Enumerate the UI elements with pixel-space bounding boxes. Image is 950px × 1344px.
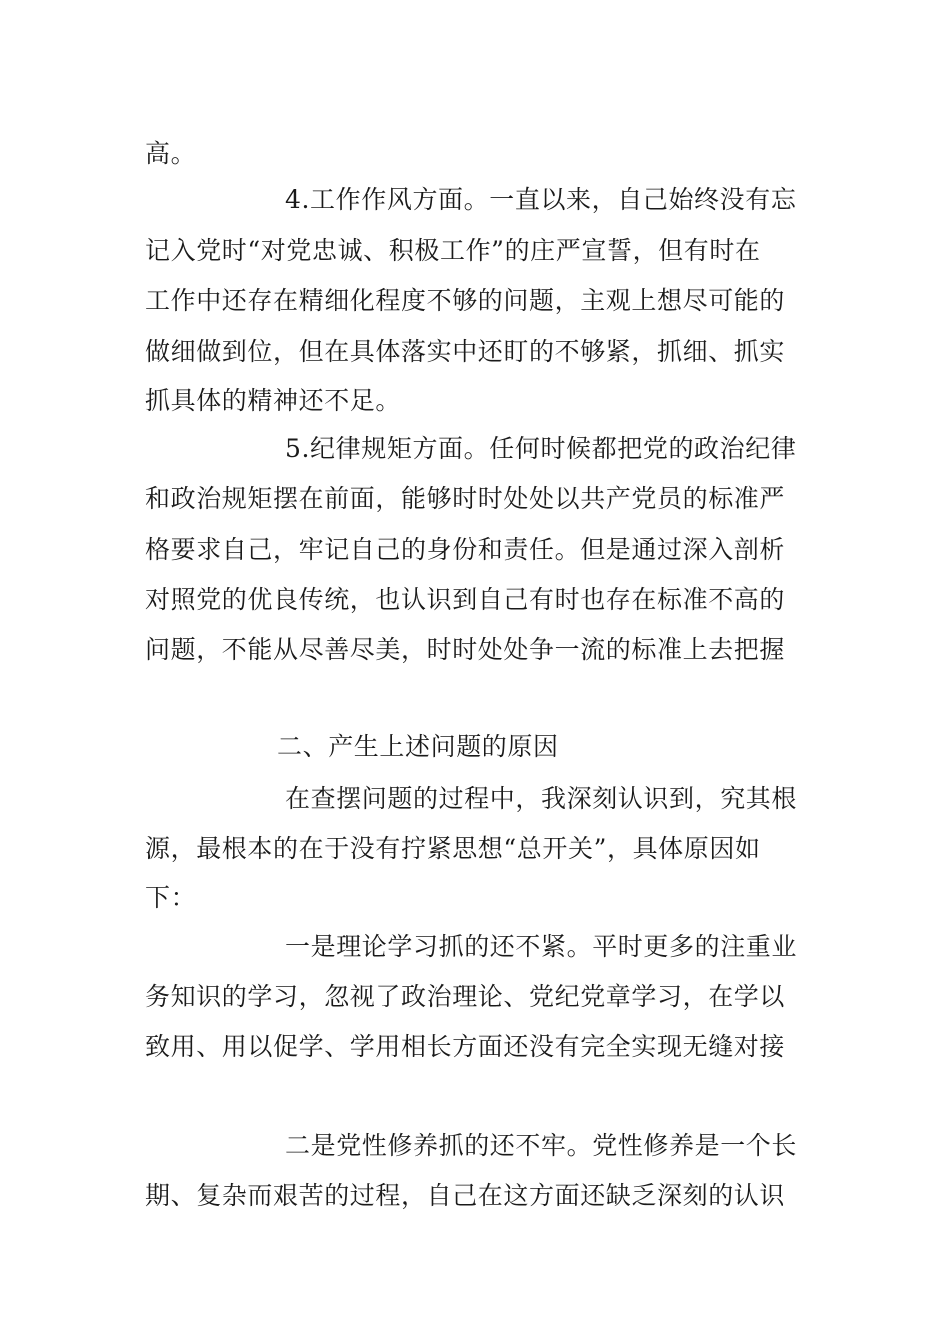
text-line: 格要求自己，牢记自己的身份和责任。但是通过深入剖析	[145, 535, 786, 564]
text-line: 4.工作作风方面。一直以来，自己始终没有忘	[285, 185, 797, 214]
text-line: 一是理论学习抓的还不紧。平时更多的注重业	[285, 932, 798, 961]
text-line: 致用、用以促学、学用相长方面还没有完全实现无缝对接	[145, 1032, 786, 1061]
text-line: 在查摆问题的过程中，我深刻认识到，究其根	[285, 784, 798, 813]
section-heading: 二、产生上述问题的原因	[277, 732, 559, 761]
text-line: 源，最根本的在于没有拧紧思想“总开关”，具体原因如	[145, 834, 761, 863]
text-line: 下：	[145, 883, 197, 912]
text-line: 期、复杂而艰苦的过程，自己在这方面还缺乏深刻的认识	[145, 1181, 786, 1210]
text-line: 记入党时“对党忠诚、积极工作”的庄严宣誓，但有时在	[145, 236, 761, 265]
text-line: 5.纪律规矩方面。任何时候都把党的政治纪律	[285, 434, 797, 463]
text-line: 和政治规矩摆在前面，能够时时处处以共产党员的标准严	[145, 484, 786, 513]
text-line: 工作中还存在精细化程度不够的问题，主观上想尽可能的	[145, 286, 786, 315]
text-line: 抓具体的精神还不足。	[145, 386, 402, 415]
text-line: 二是党性修养抓的还不牢。党性修养是一个长	[285, 1131, 798, 1160]
text-line: 对照党的优良传统，也认识到自己有时也存在标准不高的	[145, 585, 786, 614]
text-line: 务知识的学习，忽视了政治理论、党纪党章学习，在学以	[145, 982, 786, 1011]
text-line: 问题，不能从尽善尽美，时时处处争一流的标准上去把握	[145, 635, 786, 664]
text-line: 高。	[145, 139, 197, 168]
text-line: 做细做到位，但在具体落实中还盯的不够紧，抓细、抓实	[145, 337, 786, 366]
